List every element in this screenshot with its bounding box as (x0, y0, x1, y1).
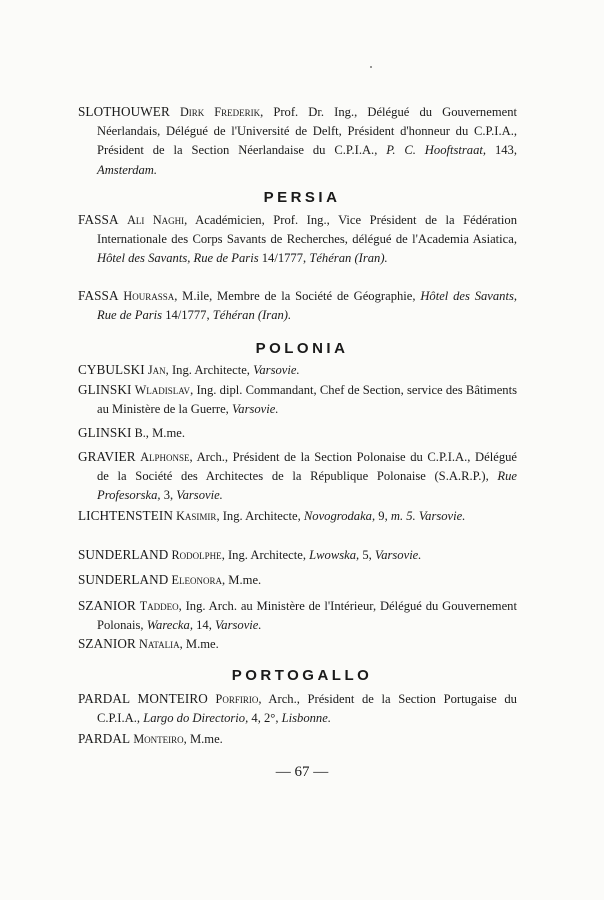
page-number: — 67 — (275, 764, 329, 780)
entry-sunderland-eleonora: SUNDERLAND Eleonora, M.me. (78, 572, 262, 587)
entry-fassa-hourassa: FASSA Hourassa, M.ile, Membre de la Société de Géographie, Hôtel des Savants, Rue de Paris 14/1777, Téhéran (Iran). (78, 288, 518, 323)
entry-lichtenstein: LICHTENSTEIN Kasimir, Ing. Architecte, Novogrodaka, 9, m. 5. Varsovie. (78, 508, 466, 523)
entry-pardal-monteiro-mme: PARDAL Monteiro, M.me. (78, 731, 223, 746)
entry-glinski-wladislav: GLINSKI Wladislav, Ing. dipl. Commandant, Chef de Section, service des Bâtiments au Ministère de la Guerre, Varsovie. (78, 382, 517, 417)
section-heading-portogallo: PORTOGALLO (231, 667, 373, 684)
entry-szanior-taddeo: SZANIOR Taddeo, Ing. Arch. au Ministère de l'Intérieur, Délégué du Gouvernement Polonais, Warecka, 14, Varsovie. (78, 598, 517, 633)
paper-speck (370, 66, 372, 68)
entry-slothouwer: SLOTHOUWER Dirk Frederik, Prof. Dr. Ing., Délégué du Gouvernement Néerlandais, Délégué de l'Université de Delft, Président d'honneur du C.P.I.A., Président de la Section Néerlandaise du C.P.I.A., P. C. Hooftstraat, 143, Amsterdam. (78, 104, 518, 177)
entry-sunderland-rodolphe: SUNDERLAND Rodolphe, Ing. Architecte, Lwowska, 5, Varsovie. (78, 547, 422, 562)
section-heading-polonia: POLONIA (255, 340, 349, 357)
entry-szanior-natalia: SZANIOR Natalia, M.me. (78, 636, 219, 651)
entry-gravier: GRAVIER Alphonse, Arch., Président de la Section Polonaise du C.P.I.A., Délégué de la Société des Architectes de la République Polonaise (S.A.R.P.), Rue Profesorska, 3, Varsovie. (78, 449, 517, 503)
entry-pardal-monteiro-porfirio: PARDAL MONTEIRO Porfirio, Arch., Président de la Section Portugaise du C.P.I.A., Largo do Directorio, 4, 2°, Lisbonne. (78, 691, 517, 726)
entry-cybulski: CYBULSKI Jan, Ing. Architecte, Varsovie. (78, 362, 300, 377)
entry-fassa-ali: FASSA Ali Naghi, Académicien, Prof. Ing., Vice Président de la Fédération Internationale des Corps Savants de Recherches, délégué de l'Academia Asiatica, Hôtel des Savants, Rue de Paris 14/1777, Téhéran (Iran). (78, 212, 517, 266)
section-heading-persia: PERSIA (263, 189, 341, 206)
entry-glinski-b: GLINSKI B., M.me. (78, 425, 185, 440)
